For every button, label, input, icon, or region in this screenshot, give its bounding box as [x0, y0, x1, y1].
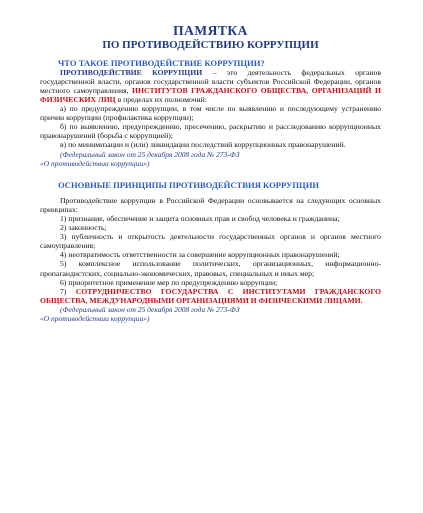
list-item: 5) комплексное использование политических, организационных, информационно-пропагандистских, социально-экономических, правовых, специальных и иных мер;	[40, 259, 381, 278]
list-item: 4) неотвратимость ответственности за совершение коррупционных правонарушений;	[60, 250, 340, 260]
list-item: а) по предупреждению коррупции, в том числе по выявлению и последующему устранению причин коррупции (профилактика коррупции);	[40, 104, 381, 123]
item-7-text: СОТРУДНИЧЕСТВО ГОСУДАРСТВА С ИНСТИТУТАМИ ГРАЖДАНСКОГО ОБЩЕСТВА, МЕЖДУНАРОДНЫМИ ОРГАНИЗАЦИЯМИ И ФИЗИЧЕСКИМИ ЛИЦАМИ.	[40, 286, 382, 305]
law-reference-2-line-2: «О противодействии коррупции»)	[40, 313, 150, 323]
list-item-highlight	[40, 287, 381, 305]
list-item: б) по выявлению, предупреждению, пресечению, раскрытию и расследованию коррупционных правонарушений (борьба с коррупцией);	[40, 122, 381, 141]
list-item: 3) публичность и открытость деятельности государственных органов и органов местного самоуправления;	[40, 232, 381, 251]
definition-tail: в пределах их полномочий:	[115, 95, 207, 104]
definition-highlight: ИНСТИТУТОВ ГРАЖДАНСКОГО ОБЩЕСТВА, ОРГАНИЗАЦИЙ И ФИЗИЧЕСКИХ ЛИЦ	[40, 85, 381, 104]
list-item: 1) признание, обеспечение и защита основных прав и свобод человека и гражданина;	[60, 213, 340, 223]
section-1-heading: ЧТО ТАКОЕ ПРОТИВОДЕЙСТВИЕ КОРРУПЦИИ?	[58, 57, 265, 68]
principles-intro: Противодействие коррупции в Российской Федерации основывается на следующих основных принципах:	[40, 195, 381, 214]
definition-paragraph	[40, 68, 381, 104]
law-reference-line-2: «О противодействии коррупции»)	[40, 158, 150, 168]
section-2-heading: ОСНОВНЫЕ ПРИНЦИПЫ ПРОТИВОДЕЙСТВИЯ КОРРУПЦИИ	[58, 179, 320, 190]
definition-text: – это деятельность федеральных органов государственной власти, органов государственной власти субъектов Российской Федерации, органов местного самоуправления,	[40, 67, 382, 95]
definition-term: ПРОТИВОДЕЙСТВИЕ КОРРУПЦИИ	[60, 67, 203, 77]
page-title	[40, 24, 381, 52]
law-reference-2	[40, 305, 381, 323]
item-7-number: 7)	[60, 286, 76, 296]
title-line-2: ПО ПРОТИВОДЕЙСТВИЮ КОРРУПЦИИ	[102, 39, 319, 52]
list-item: 6) приоритетное применение мер по предупреждению коррупции;	[60, 277, 278, 287]
list-item: в) по минимизации и (или) ликвидации последствий коррупционных правонарушений.	[60, 140, 346, 150]
list-item: 2) законность;	[60, 223, 107, 233]
title-line-1: ПАМЯТКА	[173, 23, 248, 38]
law-reference-line-1: (Федеральный закон от 25 декабря 2008 года № 273-ФЗ	[60, 149, 240, 159]
law-reference-2-line-1: (Федеральный закон от 25 декабря 2008 года № 273-ФЗ	[60, 304, 240, 314]
law-reference	[40, 150, 381, 168]
